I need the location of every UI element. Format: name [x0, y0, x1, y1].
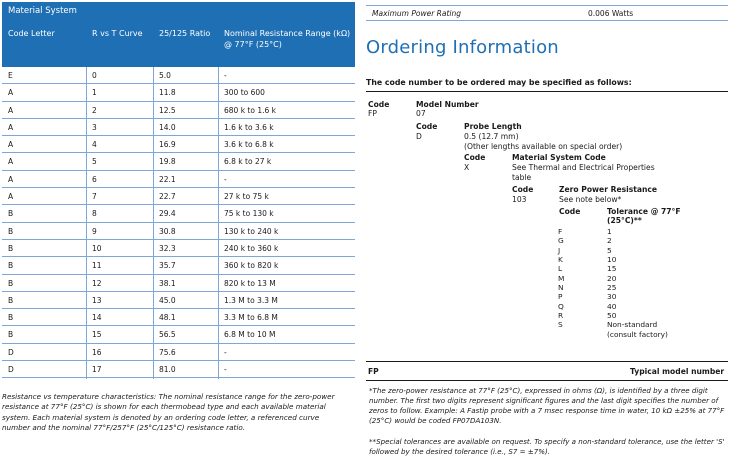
- ratio-cell: 35.7: [159, 261, 176, 271]
- ratio-cell: 32.3: [159, 243, 176, 253]
- ratio-cell: 75.6: [159, 347, 176, 357]
- tolerance-value: 1: [607, 227, 612, 236]
- power-rating-label: Maximum Power Rating: [372, 9, 462, 18]
- resistance-range-cell: 300 to 600: [224, 88, 265, 98]
- material-system-table: [2, 2, 355, 378]
- resistance-range-cell: 820 k to 13 M: [224, 278, 276, 288]
- table-row: [2, 84, 355, 101]
- curve-cell: 11: [92, 261, 102, 271]
- curve-cell: 5: [92, 157, 97, 167]
- curve-cell: 14: [92, 313, 102, 323]
- power-rating-value: 0.006 Watts: [588, 9, 634, 18]
- tolerance-label: Tolerance @ 77°F: [607, 207, 681, 216]
- curve-cell: 16: [92, 347, 102, 357]
- table-row: [2, 153, 355, 170]
- tolerance-value: Non-standard: [607, 320, 658, 330]
- header-ratio: 25/125 Ratio: [159, 29, 211, 38]
- resistance-range-cell: 75 k to 130 k: [224, 209, 274, 219]
- ratio-cell: 12.5: [159, 105, 176, 115]
- table-row: [2, 171, 355, 188]
- resistance-range-cell: -: [224, 174, 227, 184]
- curve-cell: 17: [92, 365, 102, 375]
- material-system-note-2: table: [512, 173, 532, 182]
- zero-power-resistance-label: Zero Power Resistance: [559, 185, 658, 194]
- curve-cell: 7: [92, 192, 97, 202]
- tolerance-code: G: [558, 236, 564, 246]
- fp-label: FP: [368, 367, 379, 376]
- power-rating-row: [366, 5, 728, 21]
- table-row: [2, 309, 355, 326]
- tolerance-label-2: (25°C)**: [607, 216, 642, 225]
- code-label: Code: [512, 185, 534, 194]
- curve-cell: 0: [92, 71, 97, 80]
- code-letter-cell: A: [8, 192, 14, 202]
- model-number-label: Model Number: [416, 100, 479, 109]
- tolerance-code-list: [558, 227, 564, 330]
- code-letter-cell: B: [8, 261, 14, 271]
- divider: [366, 361, 728, 362]
- ratio-cell: 14.0: [159, 122, 176, 132]
- resistance-range-cell: 6.8 k to 27 k: [224, 157, 272, 167]
- tolerance-code: P: [558, 292, 563, 302]
- code-letter-cell: B: [8, 209, 14, 219]
- tolerance-code: R: [558, 311, 564, 321]
- ratio-cell: 30.8: [159, 226, 176, 236]
- tolerance-value: 5: [607, 245, 612, 255]
- header-nominal-resistance: Nominal Resistance Range (kΩ) @ 77°F (25°C): [224, 29, 351, 49]
- zero-power-note: *The zero-power resistance at 77°F (25°C), expressed in ohms (Ω), is identified by a three digit number. The first two digits represent significant figures and the last digit specifies the number of zeros to follow. Example: A Fastip probe with a 7 msec response time in water, 10 kΩ ±25% at 77°F (25°C) would be coded FP07DA103N.: [369, 386, 725, 425]
- zero-power-resistance-note: See note below*: [559, 195, 622, 204]
- resistance-range-cell: 130 k to 240 k: [224, 226, 279, 236]
- resistance-range-cell: 3.3 M to 6.8 M: [224, 313, 278, 323]
- tolerance-code: Q: [558, 301, 564, 311]
- divider: [366, 91, 728, 92]
- curve-cell: 4: [92, 140, 97, 150]
- tolerance-code: M: [558, 273, 565, 283]
- table-row: [2, 326, 355, 343]
- column-divider: [153, 67, 154, 379]
- tolerance-value: 2: [607, 236, 612, 246]
- ratio-cell: 5.0: [159, 71, 171, 80]
- special-tolerance-note: **Special tolerances are available on request. To specify a non-standard tolerance, use the letter 'S' followed by the desired tolerance (i.e., S7 = ±7%).: [369, 437, 725, 456]
- ratio-cell: 11.8: [159, 88, 176, 98]
- tolerance-value: 50: [607, 311, 617, 321]
- probe-length-note: (Other lengths available on special order): [464, 142, 623, 151]
- typical-model-label: Typical model number: [630, 367, 725, 376]
- code-letter-cell: B: [8, 295, 14, 305]
- curve-cell: 13: [92, 295, 102, 305]
- code-letter-cell: A: [8, 140, 14, 150]
- tolerance-value: 30: [607, 292, 617, 302]
- tolerance-value: (consult factory): [607, 329, 668, 339]
- code-label: Code: [559, 207, 581, 216]
- material-system-code-label: Material System Code: [512, 153, 606, 162]
- table-row: [2, 119, 355, 136]
- table-row: [2, 223, 355, 240]
- ratio-cell: 48.1: [159, 313, 176, 323]
- column-divider: [86, 67, 87, 379]
- resistance-range-cell: 680 k to 1.6 k: [224, 105, 276, 115]
- resistance-range-cell: 27 k to 75 k: [224, 192, 269, 202]
- tolerance-code: F: [558, 227, 563, 236]
- resistance-range-cell: 1.6 k to 3.6 k: [224, 122, 274, 132]
- code-letter-cell: B: [8, 226, 14, 236]
- table-row: [2, 188, 355, 205]
- model-number-value: 07: [416, 109, 426, 118]
- table-body: [2, 67, 355, 378]
- tolerance-value: 20: [607, 273, 617, 283]
- code-letter-cell: B: [8, 313, 14, 323]
- curve-cell: 2: [92, 105, 97, 115]
- resistance-range-cell: 1.3 M to 3.3 M: [224, 295, 278, 305]
- code-letter-cell: A: [8, 174, 14, 184]
- ratio-cell: 19.8: [159, 157, 176, 167]
- probe-length-label: Probe Length: [464, 122, 522, 131]
- curve-cell: 6: [92, 174, 97, 184]
- ratio-cell: 22.1: [159, 174, 176, 184]
- ordering-title: Ordering Information: [366, 37, 559, 58]
- resistance-characteristics-note: Resistance vs temperature characteristics: The nominal resistance range for the zero-power resistance at 77°F (25°C) is shown for each thermobead type and each available material system. Each material system is denoted by an ordering code letter, a referenced curve number and the nominal 77°F/257°F (25°C/125°C) resistance ratio.: [2, 392, 335, 432]
- curve-cell: 8: [92, 209, 97, 219]
- divider: [366, 380, 728, 381]
- code-value-fp: FP: [368, 109, 377, 118]
- table-row: [2, 102, 355, 119]
- ratio-cell: 56.5: [159, 330, 176, 340]
- code-letter-cell: A: [8, 122, 14, 132]
- code-letter-cell: A: [8, 88, 14, 98]
- typical-model-line: [366, 365, 728, 379]
- table-row: [2, 205, 355, 222]
- tolerance-value-list: [607, 227, 668, 339]
- table-header: [2, 2, 355, 67]
- code-letter-cell: A: [8, 105, 14, 115]
- resistance-range-cell: -: [224, 365, 227, 375]
- table-row: [2, 136, 355, 153]
- curve-cell: 3: [92, 122, 97, 132]
- tolerance-value: 10: [607, 255, 617, 265]
- curve-cell: 1: [92, 88, 97, 98]
- code-label: Code: [464, 153, 486, 162]
- curve-cell: 10: [92, 243, 102, 253]
- ratio-cell: 16.9: [159, 140, 176, 150]
- table-row: [2, 240, 355, 257]
- code-value-x: X: [464, 163, 470, 172]
- header-code-letter: Code Letter: [8, 29, 55, 38]
- table-row: [2, 67, 355, 84]
- column-divider: [218, 67, 219, 379]
- table-row: [2, 361, 355, 378]
- resistance-range-cell: 3.6 k to 6.8 k: [224, 140, 274, 150]
- table-row: [2, 257, 355, 274]
- resistance-range-cell: -: [224, 71, 227, 80]
- tolerance-code: S: [558, 320, 563, 330]
- tolerance-value: 25: [607, 283, 617, 293]
- resistance-range-cell: 6.8 M to 10 M: [224, 330, 276, 340]
- code-letter-cell: B: [8, 330, 14, 340]
- ratio-cell: 38.1: [159, 278, 176, 288]
- code-letter-cell: D: [8, 347, 14, 357]
- curve-cell: 12: [92, 278, 102, 288]
- code-label: Code: [368, 100, 390, 109]
- code-value-d: D: [416, 132, 422, 141]
- code-label: Code: [416, 122, 438, 131]
- code-letter-cell: B: [8, 243, 14, 253]
- resistance-range-cell: 240 k to 360 k: [224, 243, 279, 253]
- code-letter-cell: E: [8, 71, 13, 80]
- tolerance-value: 40: [607, 301, 617, 311]
- table-row: [2, 292, 355, 309]
- curve-cell: 9: [92, 226, 97, 236]
- tolerance-code: J: [558, 245, 561, 255]
- ratio-cell: 29.4: [159, 209, 176, 219]
- table-row: [2, 344, 355, 361]
- tolerance-code: L: [558, 264, 563, 274]
- resistance-range-cell: 360 k to 820 k: [224, 261, 279, 271]
- resistance-range-cell: -: [224, 347, 227, 357]
- code-value-103: 103: [512, 195, 527, 204]
- probe-length-value: 0.5 (12.7 mm): [464, 132, 519, 141]
- code-letter-cell: A: [8, 157, 14, 167]
- ratio-cell: 81.0: [159, 365, 176, 375]
- code-letter-cell: D: [8, 365, 14, 375]
- ordering-intro: The code number to be ordered may be specified as follows:: [366, 78, 632, 87]
- tolerance-value: 15: [607, 264, 617, 274]
- ratio-cell: 45.0: [159, 295, 176, 305]
- table-row: [2, 275, 355, 292]
- material-system-note: See Thermal and Electrical Properties: [512, 163, 655, 172]
- header-rt-curve: R vs T Curve: [92, 29, 143, 38]
- ratio-cell: 22.7: [159, 192, 176, 202]
- table-title: Material System: [8, 6, 77, 16]
- tolerance-code: N: [558, 283, 564, 293]
- tolerance-code: K: [558, 255, 563, 265]
- code-letter-cell: B: [8, 278, 14, 288]
- curve-cell: 15: [92, 330, 102, 340]
